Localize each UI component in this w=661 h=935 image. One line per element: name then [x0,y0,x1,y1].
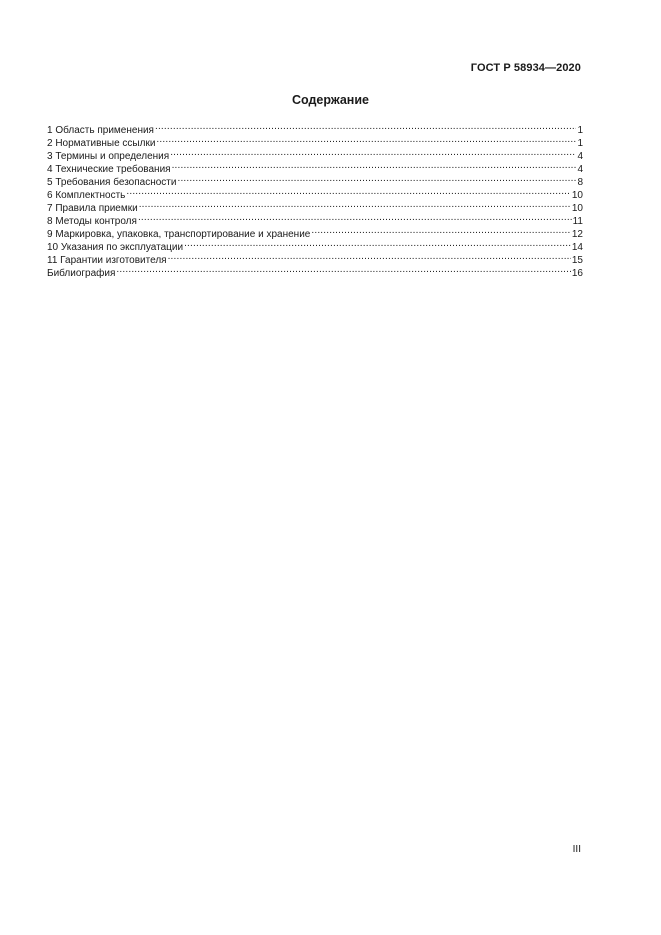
toc-entry-label: 3 Термины и определения [47,151,170,162]
toc-entry-page: 16 [571,268,583,279]
toc-entry-page: 1 [577,125,583,136]
toc-entry-page: 15 [571,255,583,266]
toc-entry-page: 8 [577,177,583,188]
toc-entry[interactable] [47,185,583,201]
toc-leader-dots [184,237,571,250]
toc-entry-page: 11 [572,216,583,227]
toc-entry-label: Библиография [47,268,116,279]
toc-leader-dots [155,120,576,133]
table-of-contents [47,120,583,279]
toc-leader-dots [138,211,572,224]
toc-entry-page: 4 [577,151,583,162]
toc-entry-page: 1 [577,138,583,149]
toc-entry-label: 4 Технические требования [47,164,171,175]
toc-entry-label: 6 Комплектность [47,190,126,201]
toc-entry-label: 9 Маркировка, упаковка, транспортирование и хранение [47,229,311,240]
toc-leader-dots [168,250,571,263]
document-code: ГОСТ Р 58934—2020 [470,62,581,74]
toc-entry-label: 11 Гарантии изготовителя [47,255,167,266]
toc-leader-dots [177,172,576,185]
toc-entry-page: 14 [571,242,583,253]
toc-entry-label: 8 Методы контроля [47,216,137,227]
toc-leader-dots [172,159,577,172]
toc-entry-page: 4 [577,164,583,175]
toc-entry-page: 10 [571,190,583,201]
page-number: III [572,844,581,855]
toc-leader-dots [170,146,576,159]
toc-title: Содержание [291,93,369,107]
toc-entry-label: 10 Указания по эксплуатации [47,242,184,253]
toc-leader-dots [156,133,576,146]
toc-entry-label: 7 Правила приемки [47,203,138,214]
toc-entry-label: 5 Требования безопасности [47,177,177,188]
toc-entry-page: 12 [571,229,583,240]
toc-entry-label: 2 Нормативные ссылки [47,138,156,149]
toc-leader-dots [116,263,570,276]
toc-entry[interactable] [47,263,583,279]
toc-leader-dots [139,198,571,211]
toc-leader-dots [126,185,571,198]
toc-entry-page: 10 [571,203,583,214]
toc-entry[interactable] [47,198,583,214]
toc-leader-dots [311,224,571,237]
toc-entry-label: 1 Область применения [47,125,154,136]
toc-entry[interactable] [47,120,583,136]
